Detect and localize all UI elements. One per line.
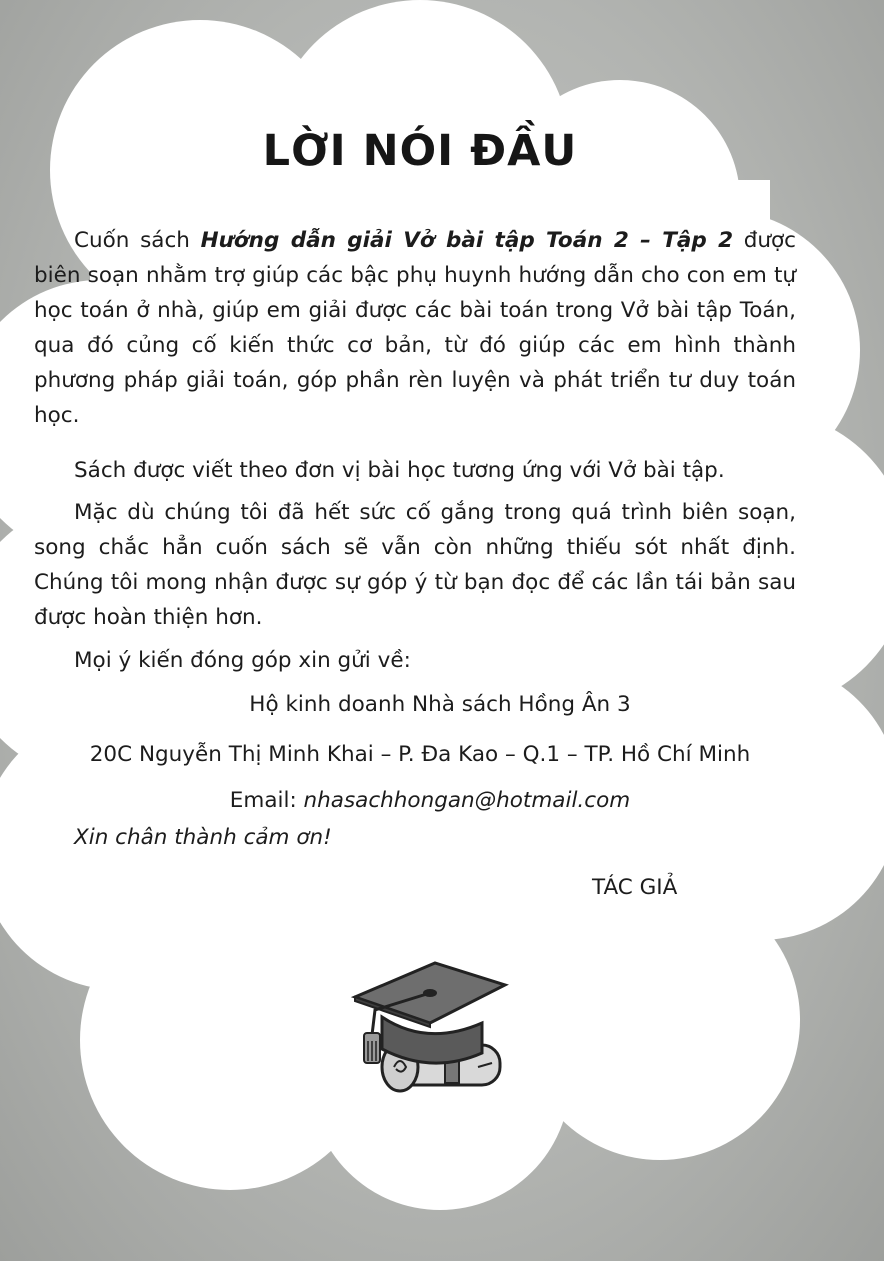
email-address: nhasachhongan@hotmail.com	[303, 788, 631, 813]
graduation-cap-diploma-icon	[350, 955, 510, 1105]
intro-paragraph	[34, 223, 796, 433]
intro-rest: được biên soạn nhằm trợ giúp các bậc phụ huynh hướng dẫn cho con em tự học toán ở nhà, giúp em giải được các bài toán trong Vở bài tập Toán, qua đó củng cố kiến thức cơ bản, từ đó giúp các em hình thành phương pháp giải toán, góp phần rèn luyện và phát triển tư duy toán học.	[34, 228, 796, 428]
contact-email-line	[50, 783, 810, 818]
email-label: Email:	[229, 788, 297, 813]
contact-company: Hộ kinh doanh Nhà sách Hồng Ân 3	[249, 692, 631, 717]
feedback-intro: Mọi ý kiến đóng góp xin gửi về:	[74, 648, 411, 673]
paragraph-3: Mặc dù chúng tôi đã hết sức cố gắng trong quá trình biên soạn, song chắc hẳn cuốn sách sẽ vẫn còn những thiếu sót nhất định. Chúng tôi mong nhận được sự góp ý từ bạn đọc để các lần tái bản sau được hoàn thiện hơn.	[34, 500, 796, 630]
intro-lead: Cuốn sách	[74, 228, 190, 253]
book-title: Hướng dẫn giải Vở bài tập Toán 2 – Tập 2	[200, 228, 734, 253]
closing-thanks: Xin chân thành cảm ơn!	[74, 825, 332, 850]
author-signature: TÁC GIẢ	[592, 875, 678, 900]
page-title: LỜI NÓI ĐẦU	[262, 126, 578, 176]
contact-address: 20C Nguyễn Thị Minh Khai – P. Đa Kao – Q.1 – TP. Hồ Chí Minh	[89, 742, 751, 767]
paragraph-2: Sách được viết theo đơn vị bài học tương ứng với Vở bài tập.	[74, 458, 725, 483]
